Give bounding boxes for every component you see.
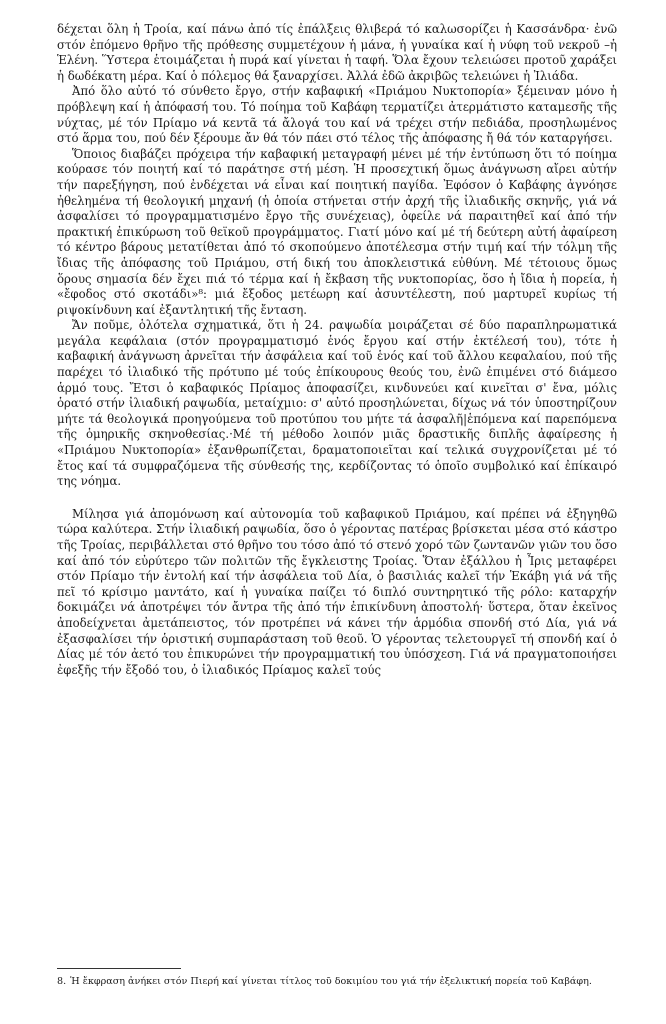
footnote-divider: [57, 968, 181, 969]
paragraph: Ὅποιος διαβάζει πρόχειρα τήν καβαφική μεταγραφή μένει μέ τήν ἐντύπωση ὅτι τό ποίημα κούρασε τόν ποιητή καί τό παράτησε στή μέση. Ἡ προσεχτική ὅμως ἀνάγνωση αἴρει αὐτήν τήν παρεξήγηση, πού ἐνδέχεται νά εἶναι καί ποιητική παγίδα. Ἐφόσον ὁ Καβάφης ἀγνόησε ἠθελημένα τή θεολογική μηχανή (ἡ ὁποία στήνεται στήν ἀρχή τῆς ἰλιαδικῆς σκηνῆς, γιά νά ἀσφαλίσει τό προγραμματισμένο ἔργο τῆς συνέχειας), ὀφείλε νά παραιτηθεῖ καί ἀπό τήν πρακτική ἐπικύρωση τοῦ θεϊκοῦ προγράμματος. Γιατί μόνο καί μέ τή δεύτερη αὐτή ἀφαίρεση τό κέντρο βάρους μετατίθεται ἀπό τό σκοπούμενο ἀποτέλεσμα στήν τιμή καί τήν τόλμη τῆς ἴδιας τῆς ἀπόφασης τοῦ Πριάμου, στή δική του ἀποκλειστικά εὐθύνη. Μέ τέτοιους ὅμως ὅρους σημασία δέν ἔχει πιά τό τέρμα καί ἡ ἔκβαση τῆς νυκτοπορίας, ὅσο ἡ ἴδια ἡ πορεία, ἡ «ἔφοδος στό σκοτάδι»⁸: μιά ἔξοδος μετέωρη καί ἀσυντέλεστη, πού μαρτυρεῖ κυρίως τή ριψοκίνδυνη καί ἐξαντλητική τῆς ἔνταση.: [57, 146, 617, 317]
paragraph: δέχεται ὅλη ἡ Τροία, καί πάνω ἀπό τίς ἐπάλξεις θλιβερά τό καλωσορίζει ἡ Κασσάνδρα· ἐνῶ στόν ἐπόμενο θρῆνο τῆς πρόθεσης συμμετέχουν ἡ μάνα, ἡ γυναίκα καί ἡ νύφη τοῦ νεκροῦ –ἡ Ἑλένη. Ὕστερα ἑτοιμάζεται ἡ πυρά καί γίνεται ἡ ταφή. Ὅλα ἔχουν τελειώσει προτοῦ χαράξει ἡ δωδέκατη μέρα. Καί ὁ πόλεμος θά ξαναρχίσει. Ἀλλά ἐδῶ ἀκριβῶς τελειώνει ἡ Ἰλιάδα.: [57, 22, 617, 83]
paragraph: Ἄν ποῦμε, ὁλότελα σχηματικά, ὅτι ἡ 24. ραψωδία μοιράζεται σέ δύο παραπληρωματικά μεγάλα κεφάλαια (στόν προγραμματισμό ἑνός ἔργου καί στήν ἐκτέλεσή του), τότε ἡ καβαφική ἀνάγνωση ἀρνεῖται τήν ἀσφάλεια καί τοῦ ἑνός καί τοῦ ἄλλου κεφαλαίου, πού τῆς παρέχει τό ἰλιαδικό τῆς πρότυπο μέ τούς ἐπίκουρους θεούς του, ἐνῶ ἐπιμένει στό διάμεσο ἁρμό τους. Ἔτσι ὁ καβαφικός Πρίαμος ἀποφασίζει, κινδυνεύει καί κινεῖται σ' ἔνα, μόλις ὁρατό στήν ἰλιαδική ραψωδία, μεταίχμιο: σ' αὐτό προσηλώνεται, δίχως νά τόν ὑποστηρίζουν μήτε τά θεολογικά προηγούμενα τοῦ προτύπου του μήτε τά ἀσφαλῆ|ἑπόμενα καί παρεπόμενα τῆς ὁμηρικῆς σκηνοθεσίας.·Μέ τή μέθοδο λοιπόν μιᾶς δραστικῆς διπλῆς ἀφαίρεσης ἡ «Πριάμου Νυκτοπορία» ἐξανθρωπίζεται, δραματοποιεῖται καί τελικά συγχρονίζεται μέ τό ἔτος καί τά συμφραζόμενα τῆς σύνθεσής της, κερδίζοντας τό ὁποῖο συμβολικό καί ἐπίκαιρό της νόημα.: [57, 318, 617, 489]
main-text-block: [57, 22, 617, 678]
paragraph: Μίλησα γιά ἀπομόνωση καί αὐτονομία τοῦ καβαφικοῦ Πριάμου, καί πρέπει νά ἐξηγηθῶ τώρα καλύτερα. Στήν ἰλιαδική ραψωδία, ὅσο ὁ γέροντας πατέρας βρίσκεται μέσα στό κάστρο τῆς Τροίας, περιβάλλεται στό θρῆνο του τόσο ἀπό τό στενό χορό τῶν ζωντανῶν γιῶν του ὅσο καί ἀπό τόν εὐρύτερο τῶν πολιτῶν τῆς ἔγκλειστης Τροίας. Ὅταν ἐξάλλου ἡ Ἶρις μεταφέρει στόν Πρίαμο τήν ἐντολή καί τήν ἀσφάλεια τοῦ Δία, ὁ βασιλιάς καλεῖ τήν Ἑκάβη γιά νά τῆς πεῖ τό κρίσιμο μαντάτο, καί ἡ γυναίκα παίζει τό διπλό συντηρητικό τῆς ρόλο: καταρχήν δοκιμάζει νά ἀποτρέψει τόν ἄντρα τῆς ἀπό τήν ἐπικίνδυνη ἀποστολή· ὕστερα, ὅταν ἐκεῖνος ἀποδείχνεται ἀμετάπειστος, τόν προτρέπει νά κάνει τήν ἁρμόδια σπονδή στό Δία, γιά νά ἐξασφαλίσει τήν ὁριστική συμπαράσταση τοῦ θεοῦ. Ὁ γέροντας τελετουργεῖ τή σπονδή καί ὁ Δίας μέ τόν ἀετό του ἐπικυρώνει τήν προγραμματική του ὑπόσχεση. Γιά νά πραγματοποιήσει ἐφεξῆς τήν ἔξοδό του, ὁ ἰλιαδικός Πρίαμος καλεῖ τούς: [57, 506, 617, 677]
footnote: [57, 975, 617, 988]
footnote-text: Ἡ ἔκφραση ἀνήκει στόν Πιερή καί γίνεται τίτλος τοῦ δοκιμίου του γιά τήν ἐξελικτική πορεία τοῦ Καβάφη.: [70, 976, 592, 987]
paragraph: Ἀπό ὅλο αὐτό τό σύνθετο ἔργο, στήν καβαφική «Πριάμου Νυκτοπορία» ξέμειναν μόνο ἡ πρόβλεψη καί ἡ ἀπόφασή του. Τό ποίημα τοῦ Καβάφη τερματίζει ἀτερμάτιστο καταμεσῆς τῆς νύχτας, μέ τόν Πρίαμο νά κεντᾶ τά ἄλογά του καί νά τρέχει στήν πεδιάδα, προσηλωμένος στό ἅρμα του, πού δέν ξέρουμε ἄν θά τόν πάει στό τέλος τῆς ἀπόφασης ἤ θά τόν καταργήσει.: [57, 84, 617, 146]
footnote-number: 8.: [57, 976, 67, 987]
